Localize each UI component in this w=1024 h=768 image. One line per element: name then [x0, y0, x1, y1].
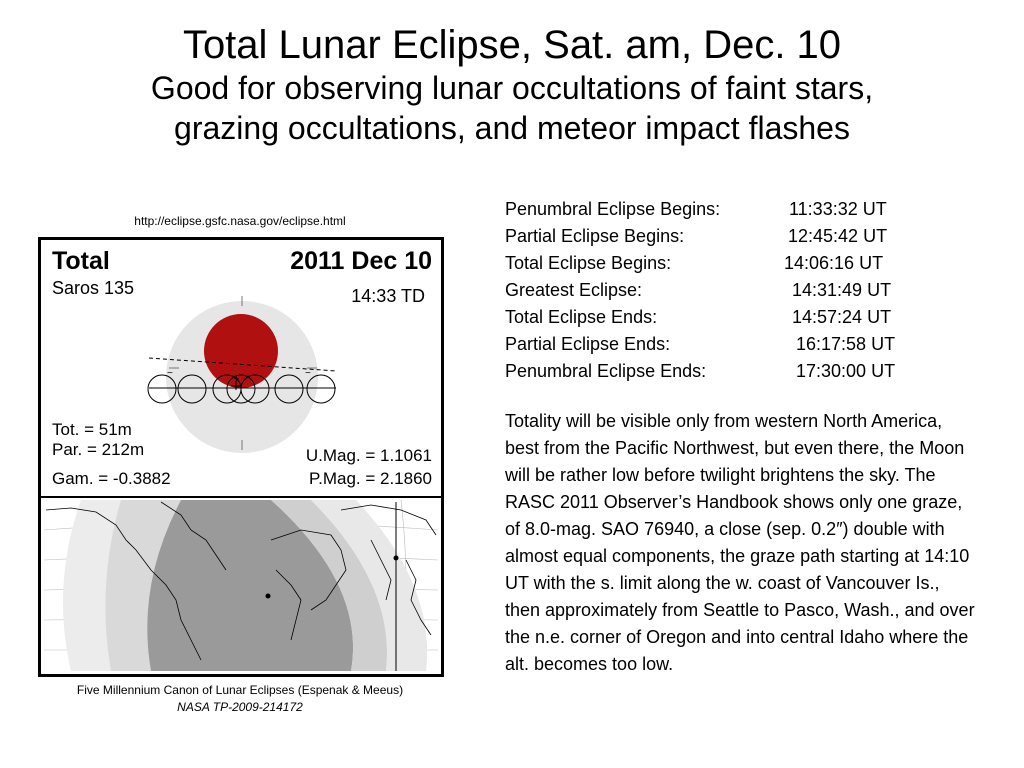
figure-caption-reference: NASA TP-2009-214172 — [177, 700, 303, 714]
map-point-marker — [394, 556, 399, 561]
contact-label: Total Eclipse Begins: — [505, 253, 672, 273]
eclipse-diagram-frame — [38, 237, 444, 677]
visibility-paragraph: Totality will be visible only from western North America, best from the Pacific Northwest, but even there, the Moon will be rather low before twilight brightens the sky. The RASC 2011 Observer’s Handbook shows only one graze, of 8.0-mag. SAO 76940, a close (sep. 0.2″) double with almost equal components, the graze path starting at 14:10 UT with the s. limit along the w. coast of Vancouver Is., then approximately from Seattle to Pasco, Wash., and over the n.e. corner of Oregon and into central Idaho where the alt. becomes too low. — [505, 411, 975, 674]
penumbra-contact-mark-left: − — [167, 368, 173, 379]
penumbral-magnitude: P.Mag. = 2.1860 — [308, 469, 432, 488]
page-subtitle-line-2: grazing occultations, and meteor impact flashes — [174, 110, 850, 146]
figure-caption-source: Five Millennium Canon of Lunar Eclipses (Espenak & Meeus) — [76, 683, 404, 697]
contact-label: Partial Eclipse Begins: — [505, 226, 685, 246]
page-title: Total Lunar Eclipse, Sat. am, Dec. 10 — [182, 23, 842, 67]
contact-label: Penumbral Eclipse Ends: — [505, 361, 707, 381]
eclipse-date-label: 2011 Dec 10 — [290, 247, 432, 275]
penumbra-contact-mark-right: − — [305, 368, 311, 379]
umbral-magnitude: U.Mag. = 1.1061 — [305, 446, 432, 465]
saros-label: Saros 135 — [52, 278, 135, 298]
contact-label: Greatest Eclipse: — [505, 280, 643, 300]
totality-duration: Tot. = 51m — [52, 420, 132, 439]
umbra-shadow — [204, 314, 278, 388]
title-block — [0, 22, 1024, 148]
map-greatest-marker — [266, 594, 271, 599]
eclipse-type-label: Total — [52, 247, 110, 275]
contact-time: 16:17:58 UT — [796, 334, 896, 354]
contact-time: 14:06:16 UT — [784, 253, 884, 273]
time-td-label: 14:33 TD — [351, 286, 425, 306]
gamma-value: Gam. = -0.3882 — [52, 469, 171, 488]
contact-time: 14:57:24 UT — [792, 307, 892, 327]
contact-label: Penumbral Eclipse Begins: — [505, 199, 721, 219]
contact-time: 14:31:49 UT — [792, 280, 892, 300]
contact-time: 12:45:42 UT — [788, 226, 888, 246]
contact-label: Total Eclipse Ends: — [505, 307, 658, 327]
contact-label: Partial Eclipse Ends: — [505, 334, 671, 354]
visibility-map — [44, 500, 438, 671]
greatest-contact-mark: + — [234, 374, 240, 384]
partial-duration: Par. = 212m — [52, 440, 145, 459]
source-url: http://eclipse.gsfc.nasa.gov/eclipse.html — [134, 214, 346, 228]
contact-time: 17:30:00 UT — [796, 361, 896, 381]
page-subtitle-line-1: Good for observing lunar occultations of faint stars, — [150, 70, 874, 106]
contact-time: 11:33:32 UT — [789, 199, 887, 219]
